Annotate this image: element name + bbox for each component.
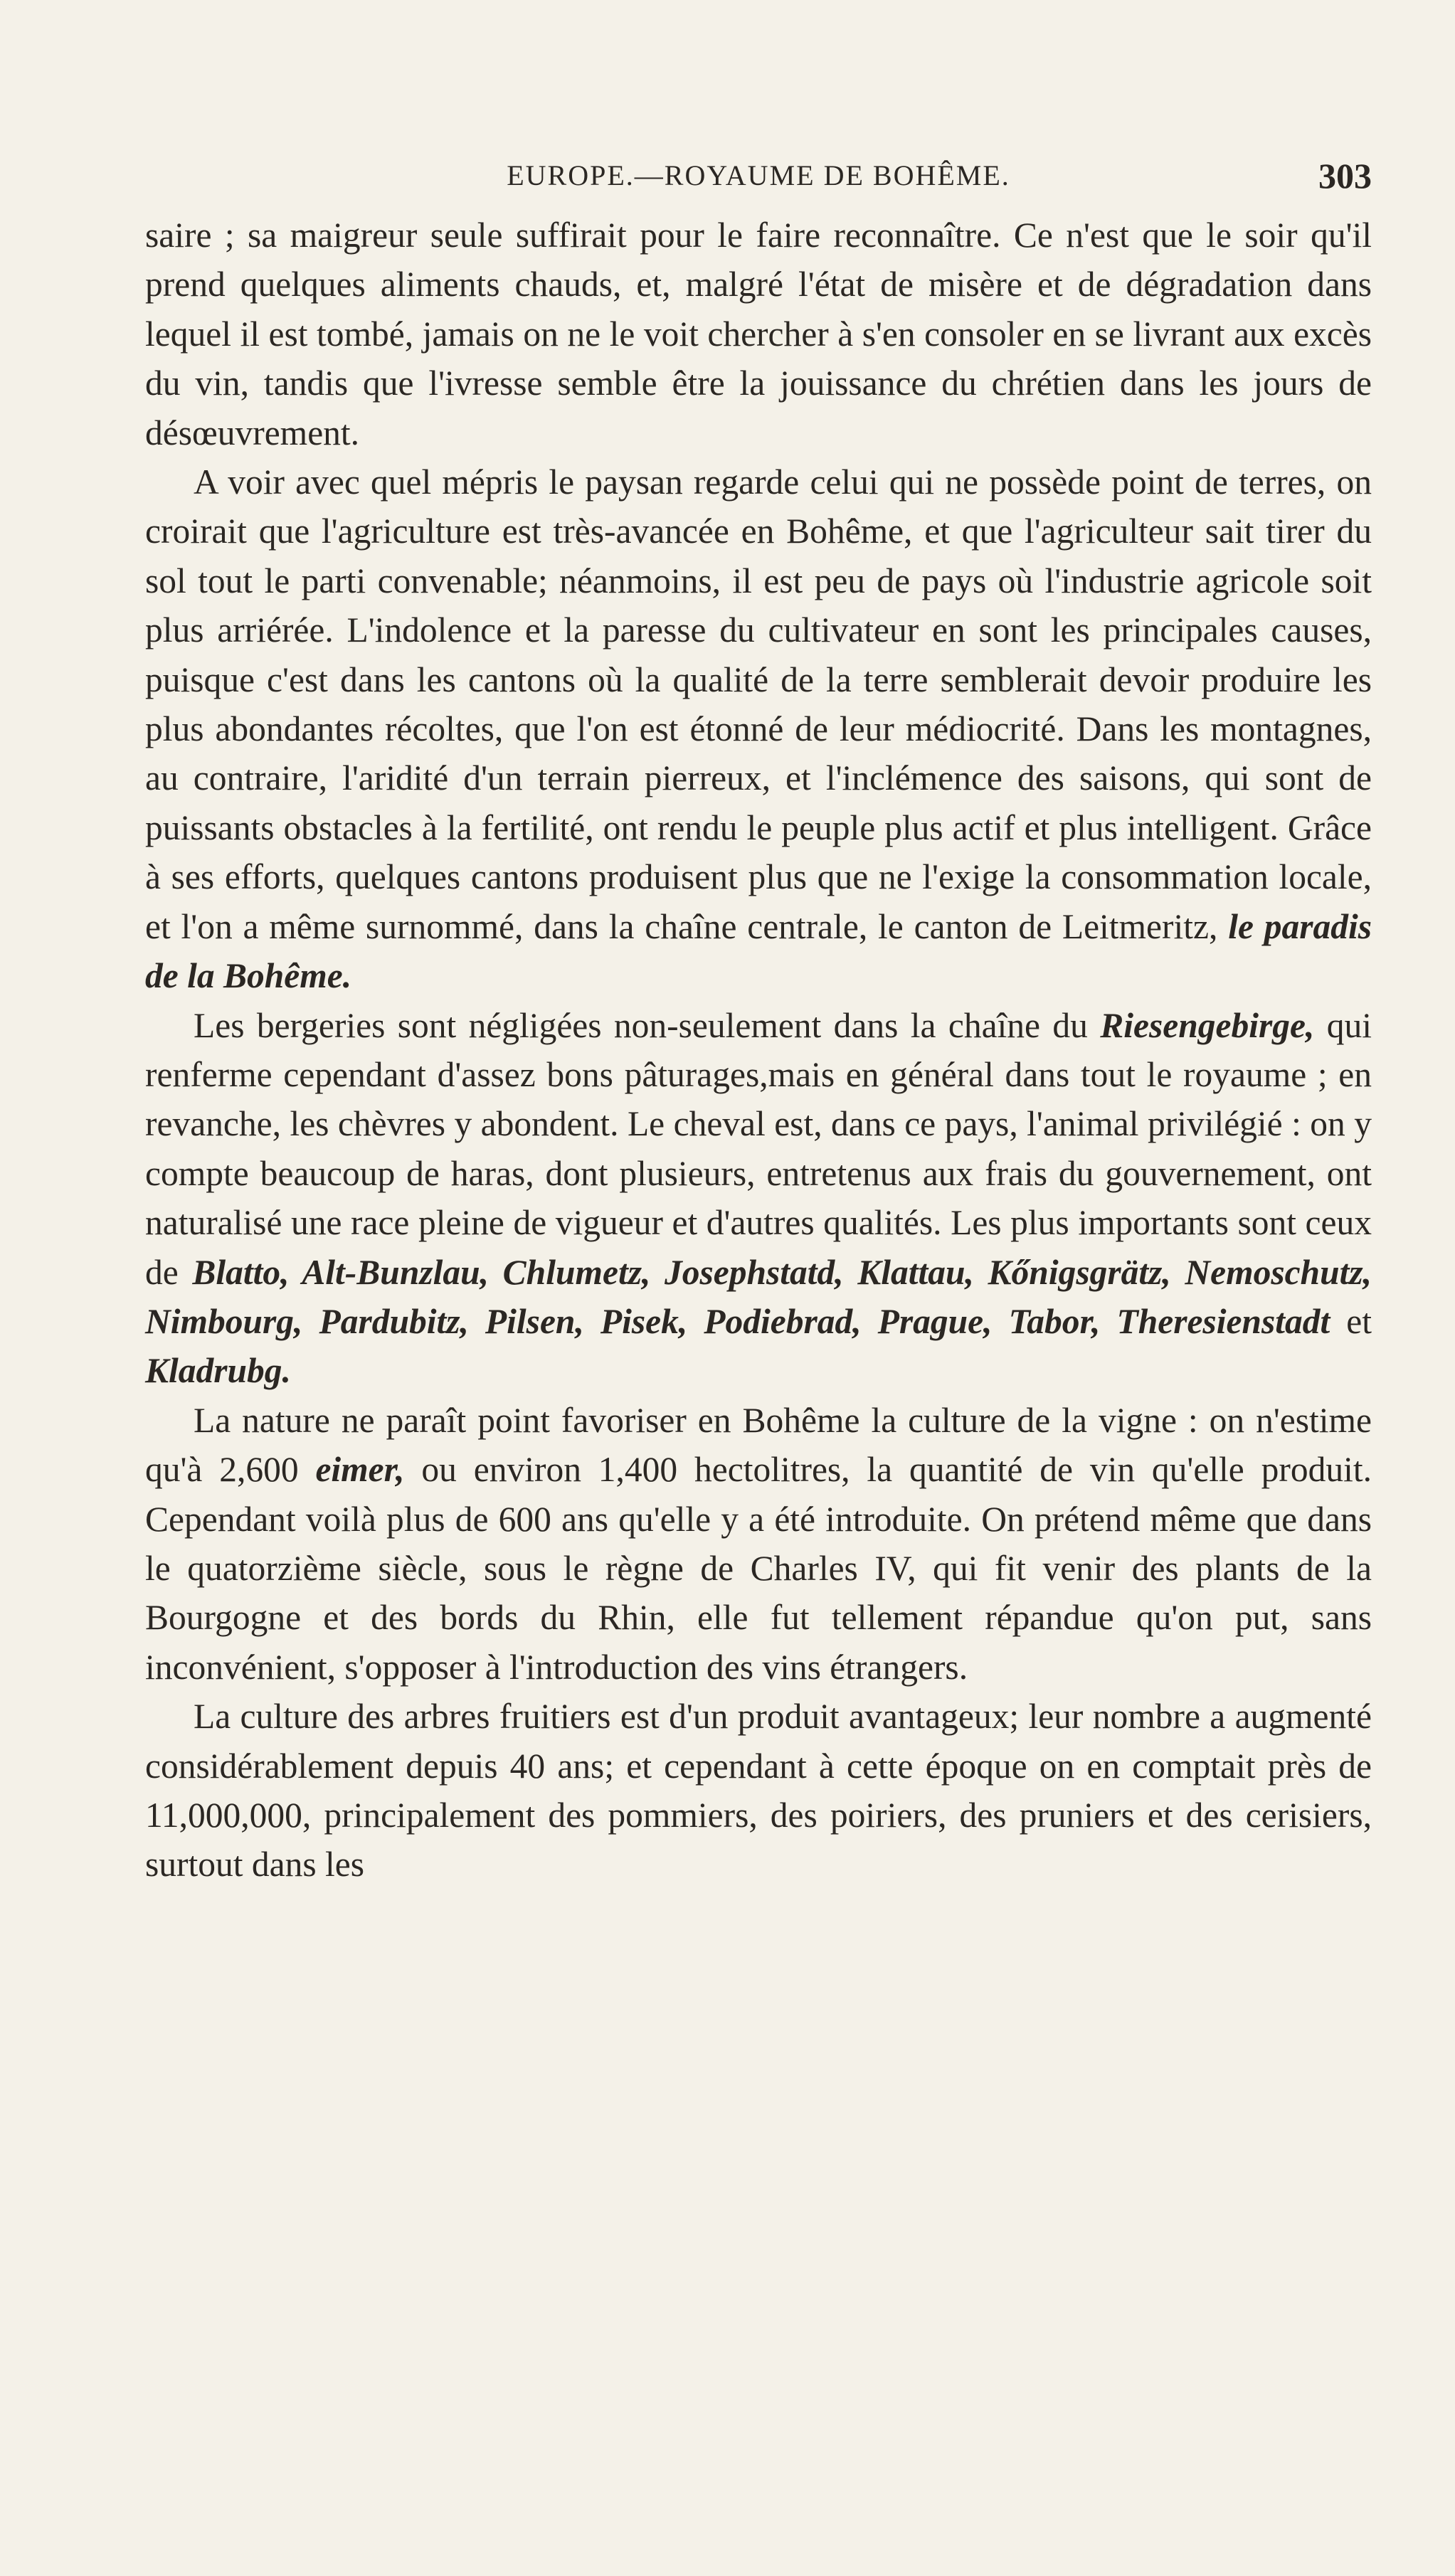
paragraph-text: La culture des arbres fruitiers est d'un produit avantageux; leur nombre a augmenté considérablement depuis 40 ans; et cependant à cette époque on en comptait près de 11,000,000, principalement des pommiers, des poiriers, des pruniers et des cerisiers, surtout dans les (145, 1697, 1372, 1885)
paragraph-text: A voir avec quel mépris le paysan regarde celui qui ne possède point de terres, on croirait que l'agriculture est très-avancée en Bohême, et que l'agriculteur sait tirer du sol tout le parti convenable; néanmoins, il est peu de pays où l'industrie agricole soit plus arriérée. L'indolence et la paresse du cultivateur en sont les principales causes, puisque c'est dans les cantons où la qualité de la terre semblerait devoir produire les plus abondantes récoltes, que l'on est étonné de leur médiocrité. Dans les montagnes, au contraire, l'aridité d'un terrain pierreux, et l'inclémence des saisons, qui sont de puissants obstacles à la fertilité, ont rendu le peuple plus actif et plus intelligent. Grâce à ses efforts, quelques cantons produisent plus que ne l'exige la consommation locale, et l'on a même surnommé, dans la chaîne centrale, le canton de Leitmeritz, (145, 462, 1372, 946)
body-text (145, 211, 1372, 1889)
paragraph-3 (145, 1001, 1372, 1396)
italic-phrase: le paradis de la Bohême. (145, 906, 1372, 996)
paragraph-text: qui renferme cependant d'assez bons pâturages,mais en général dans tout le royaume ; en revanche, les chèvres y abondent. Le cheval est, dans ce pays, l'animal privilégié : on y compte beaucoup de haras, dont plusieurs, entretenus aux frais du gouvernement, ont naturalisé une race pleine de vigueur et d'autres qualités. Les plus importants sont ceux de (145, 1005, 1372, 1292)
paragraph-4 (145, 1396, 1372, 1692)
paragraph-5 (145, 1692, 1372, 1889)
paragraph-text: ou environ 1,400 hectolitres, la quantité de vin qu'elle produit. Cependant voilà plus de 600 ans qu'elle y a été introduite. On prétend même que dans le quatorzième siècle, sous le règne de Charles IV, qui fit venir des plants de la Bourgogne et des bords du Rhin, elle fut tellement répandue qu'on put, sans inconvénient, s'opposer à l'introduction des vins étrangers. (145, 1450, 1372, 1687)
running-head: EUROPE.—ROYAUME DE BOHÊME. (507, 159, 1010, 191)
italic-term: Riesengebirge, (1100, 1005, 1315, 1045)
italic-place-list: Blatto, Alt-Bunzlau, Chlumetz, Josephstatd, Klattau, Kőnigsgrätz, Nemoschutz, Nimbourg, Pardubitz, Pilsen, Pisek, Podiebrad, Prague, Tabor, Theresienstadt (145, 1252, 1372, 1341)
page-header (145, 151, 1372, 201)
paragraph-text: La nature ne paraît point favoriser en Bohême la culture de la vigne : on n'estime qu'à 2,600 (145, 1400, 1372, 1490)
paragraph-1 (145, 211, 1372, 457)
italic-term: eimer, (315, 1450, 405, 1490)
italic-term: Kladrubg. (145, 1351, 291, 1391)
page-number: 303 (1318, 156, 1372, 196)
paragraph-text: et (1346, 1301, 1372, 1341)
paragraph-text: saire ; sa maigreur seule suffirait pour le faire reconnaître. Ce n'est que le soir qu'il prend quelques aliments chauds, et, malgré l'état de misère et de dégradation dans lequel il est tombé, jamais on ne le voit chercher à s'en consoler en se livrant aux excès du vin, tandis que l'ivresse semble être la jouissance du chrétien dans les jours de désœuvrement. (145, 216, 1372, 452)
paragraph-text: Les bergeries sont négligées non-seulement dans la chaîne du (194, 1005, 1088, 1045)
paragraph-2 (145, 457, 1372, 1000)
